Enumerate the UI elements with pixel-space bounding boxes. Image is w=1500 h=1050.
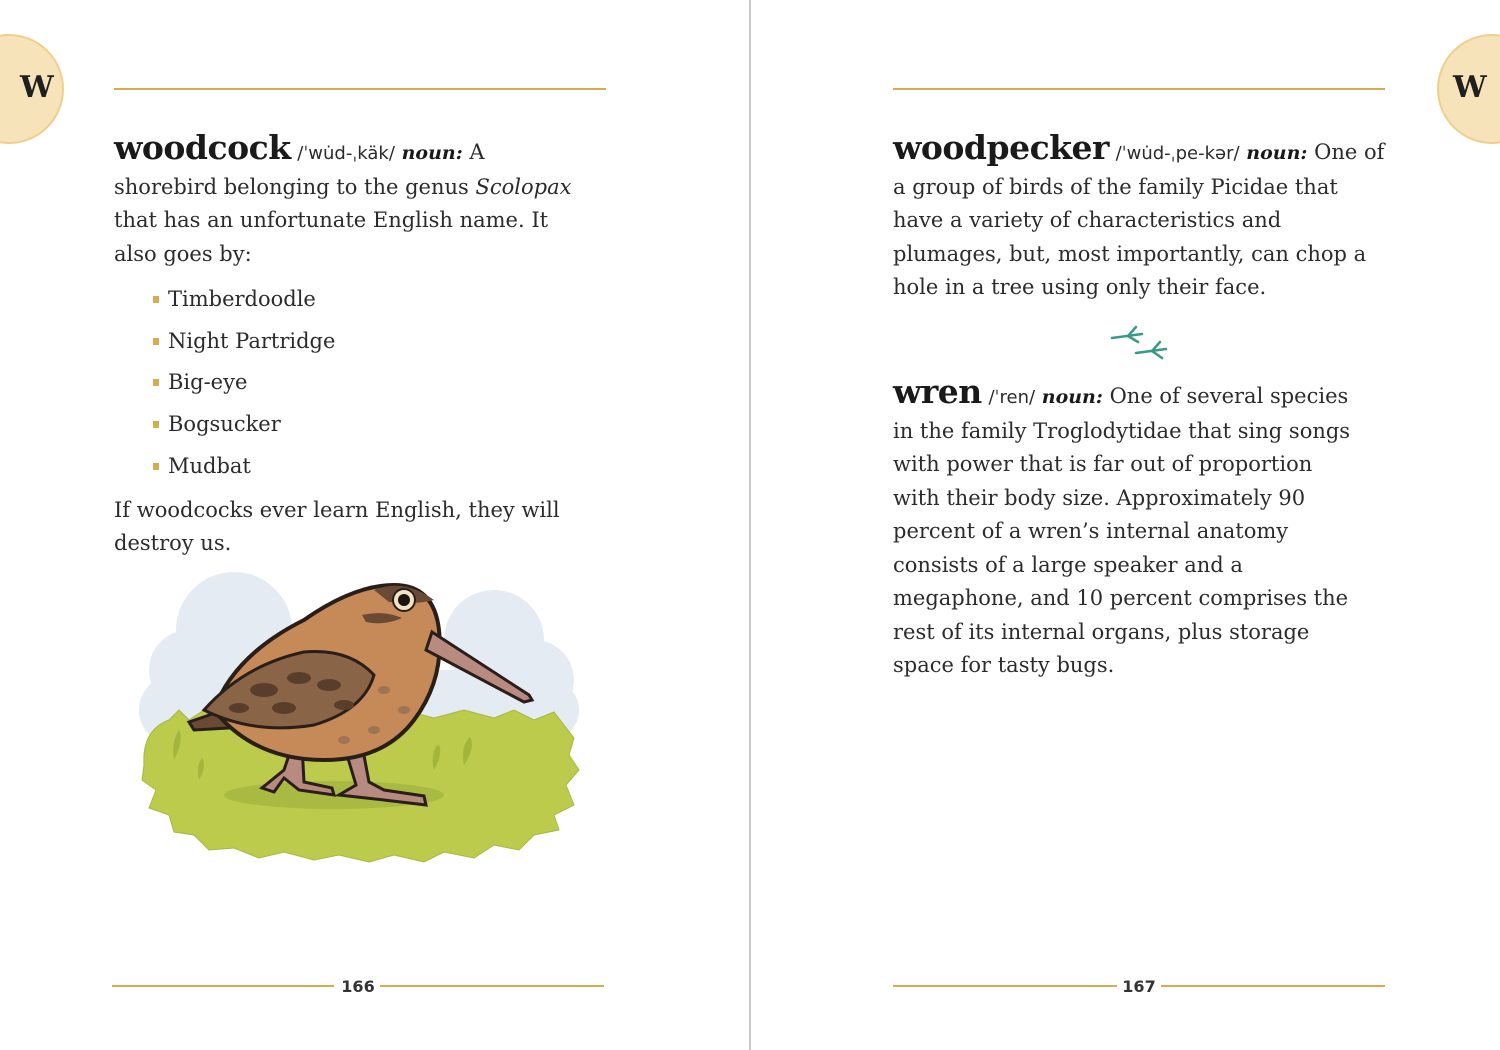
left-page	[0, 0, 749, 1050]
list-item: Mudbat	[114, 446, 594, 488]
footer-rule-left	[112, 985, 334, 987]
closing-text: If woodcocks ever learn English, they will destroy us.	[114, 497, 560, 556]
bird-footprints-icon	[1108, 322, 1172, 366]
page-number: 166	[341, 977, 375, 996]
bullet-icon	[153, 296, 159, 303]
list-item: Timberdoodle	[114, 279, 594, 321]
entry-woodpecker	[893, 128, 1389, 305]
footer-rule-left	[893, 985, 1117, 987]
entry-wren	[893, 372, 1363, 683]
section-tab-right	[1437, 34, 1500, 144]
definition-text-cont: that has an unfortunate English name. It also goes by:	[114, 208, 549, 266]
footer-rule-right	[380, 985, 604, 987]
woodcock-illustration	[134, 560, 584, 870]
bullet-icon	[153, 421, 159, 428]
definition-text: A shorebird belonging to the genus	[114, 140, 485, 199]
header-rule	[114, 88, 606, 90]
headword: woodcock	[114, 128, 291, 167]
part-of-speech: noun:	[401, 142, 463, 164]
entry-woodcock	[114, 128, 594, 561]
headword: woodpecker	[893, 128, 1109, 167]
headword: wren	[893, 372, 982, 411]
bullet-icon	[153, 463, 159, 470]
section-letter: W	[20, 70, 54, 105]
header-rule	[893, 88, 1385, 90]
pronunciation: /ˈren/	[988, 387, 1036, 408]
pronunciation: /ˈwu̇d-ˌpe-kər/	[1115, 143, 1240, 164]
bullet-icon	[153, 379, 159, 386]
list-item: Night Partridge	[114, 321, 594, 363]
list-item: Big-eye	[114, 362, 594, 404]
alias-list	[114, 279, 594, 488]
definition-text: One of several species in the family Troglodytidae that sing songs with power that is far out of proportion with their body size. Approximately 90 percent of a wren’s internal anatomy consists of a large speaker and a megaphone, and 10 percent comprises the rest of its internal organs, plus storage space for tasty bugs.	[893, 384, 1351, 677]
part-of-speech: noun:	[1246, 142, 1308, 164]
page-number: 167	[1122, 977, 1156, 996]
pronunciation: /ˈwu̇d-ˌkäk/	[297, 143, 395, 164]
genus-name: Scolopax	[475, 174, 572, 199]
right-page	[751, 0, 1500, 1050]
footer-rule-right	[1161, 985, 1385, 987]
definition-text: One of a group of birds of the family Picidae that have a variety of characteristics and plumages, but, most importantly, can chop a hole in a tree using only their face.	[893, 140, 1385, 299]
section-tab-left	[0, 34, 64, 144]
list-item: Bogsucker	[114, 404, 594, 446]
bullet-icon	[153, 338, 159, 345]
part-of-speech: noun:	[1041, 386, 1103, 408]
entry-definition	[114, 128, 594, 271]
section-letter: W	[1453, 70, 1487, 105]
